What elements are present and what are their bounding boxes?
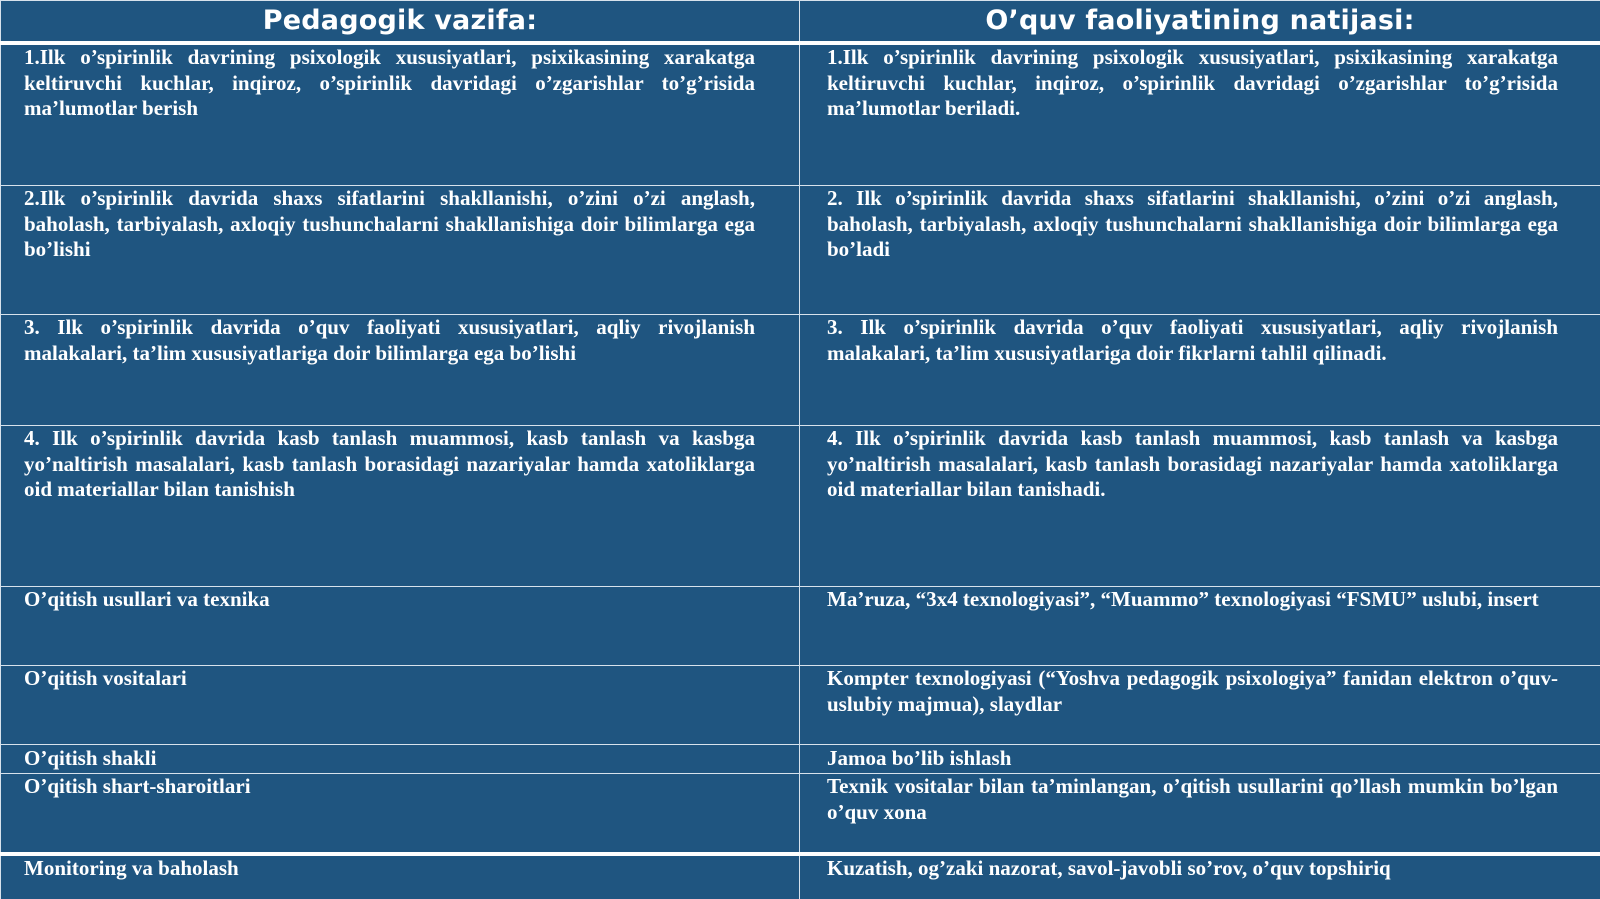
task-text: 1.Ilk o’spirinlik davrining psixologik xususiyatlari, psixikasining xarakatga keltiruvchi kuchlar, inqiroz, o’spirinlik davridagi o’zgarishlar to’g’risida ma’lumotlar berish bbox=[24, 45, 755, 120]
task-cell bbox=[1, 666, 800, 745]
header-learning-outcome: O’quv faoliyatining natijasi: bbox=[800, 1, 1600, 44]
result-cell bbox=[800, 587, 1600, 666]
result-cell bbox=[800, 426, 1600, 587]
result-text: Kompter texnologiyasi (“Yoshva pedagogik psixologiya” fanidan elektron o’quv-uslubiy majmua), slaydlar bbox=[827, 666, 1558, 716]
table-row bbox=[1, 315, 1600, 426]
task-text: O’qitish shakli bbox=[24, 746, 157, 770]
task-cell bbox=[1, 854, 800, 899]
table-row bbox=[1, 43, 1600, 186]
result-cell bbox=[800, 774, 1600, 855]
task-cell bbox=[1, 43, 800, 186]
table-row bbox=[1, 186, 1600, 315]
task-text: 4. Ilk o’spirinlik davrida kasb tanlash muammosi, kasb tanlash va kasbga yo’naltirish masalalari, kasb tanlash borasidagi nazariyalar hamda xatoliklarga oid materiallar bilan tanishish bbox=[24, 426, 755, 501]
result-text: 3. Ilk o’spirinlik davrida o’quv faoliyati xususiyatlari, aqliy rivojlanish malakalari, ta’lim xususiyatlariga doir fikrlarni tahlil qilinadi. bbox=[827, 315, 1558, 365]
task-cell bbox=[1, 745, 800, 774]
result-text: 4. Ilk o’spirinlik davrida kasb tanlash muammosi, kasb tanlash va kasbga yo’naltirish masalalari, kasb tanlash borasidagi nazariyalar hamda xatoliklarga oid materiallar bilan tanishadi. bbox=[827, 426, 1558, 501]
task-cell bbox=[1, 315, 800, 426]
result-cell bbox=[800, 186, 1600, 315]
table-row bbox=[1, 426, 1600, 587]
table-row bbox=[1, 745, 1600, 774]
task-cell bbox=[1, 186, 800, 315]
result-text: Jamoa bo’lib ishlash bbox=[827, 746, 1012, 770]
task-cell bbox=[1, 426, 800, 587]
task-text: O’qitish vositalari bbox=[24, 666, 187, 690]
task-text: 3. Ilk o’spirinlik davrida o’quv faoliyati xususiyatlari, aqliy rivojlanish malakalari, ta’lim xususiyatlariga doir bilimlarga ega bo’lishi bbox=[24, 315, 755, 365]
table-row bbox=[1, 854, 1600, 899]
result-cell bbox=[800, 745, 1600, 774]
header-pedagogical-task: Pedagogik vazifa: bbox=[1, 1, 800, 44]
result-text: 1.Ilk o’spirinlik davrining psixologik xususiyatlari, psixikasining xarakatga keltiruvchi kuchlar, inqiroz, o’spirinlik davridagi o’zgarishlar to’g’risida ma’lumotlar beriladi. bbox=[827, 45, 1558, 120]
result-cell bbox=[800, 43, 1600, 186]
table-row bbox=[1, 587, 1600, 666]
result-text: Kuzatish, og’zaki nazorat, savol-javobli so’rov, o’quv topshiriq bbox=[827, 856, 1391, 880]
task-cell bbox=[1, 587, 800, 666]
table-row bbox=[1, 774, 1600, 855]
task-text: 2.Ilk o’spirinlik davrida shaxs sifatlarini shakllanishi, o’zini o’zi anglash, baholash, tarbiyalash, axloqiy tushunchalarni shakllanishiga doir bilimlarga ega bo’lishi bbox=[24, 186, 755, 261]
result-cell bbox=[800, 854, 1600, 899]
result-cell bbox=[800, 315, 1600, 426]
task-cell bbox=[1, 774, 800, 855]
result-cell bbox=[800, 666, 1600, 745]
table-row bbox=[1, 666, 1600, 745]
task-text: Monitoring va baholash bbox=[24, 856, 239, 880]
header-row bbox=[1, 1, 1600, 44]
result-text: Texnik vositalar bilan ta’minlangan, o’qitish usullarini qo’llash mumkin bo’lgan o’quv xona bbox=[827, 774, 1558, 824]
result-text: 2. Ilk o’spirinlik davrida shaxs sifatlarini shakllanishi, o’zini o’zi anglash, baholash, tarbiyalash, axloqiy tushunchalarni shakllanishiga doir bilimlarga ega bo’ladi bbox=[827, 186, 1558, 261]
result-text: Ma’ruza, “3x4 texnologiyasi”, “Muammo” texnologiyasi “FSMU” uslubi, insert bbox=[827, 587, 1539, 611]
task-text: O’qitish shart-sharoitlari bbox=[24, 774, 251, 798]
task-text: O’qitish usullari va texnika bbox=[24, 587, 270, 611]
